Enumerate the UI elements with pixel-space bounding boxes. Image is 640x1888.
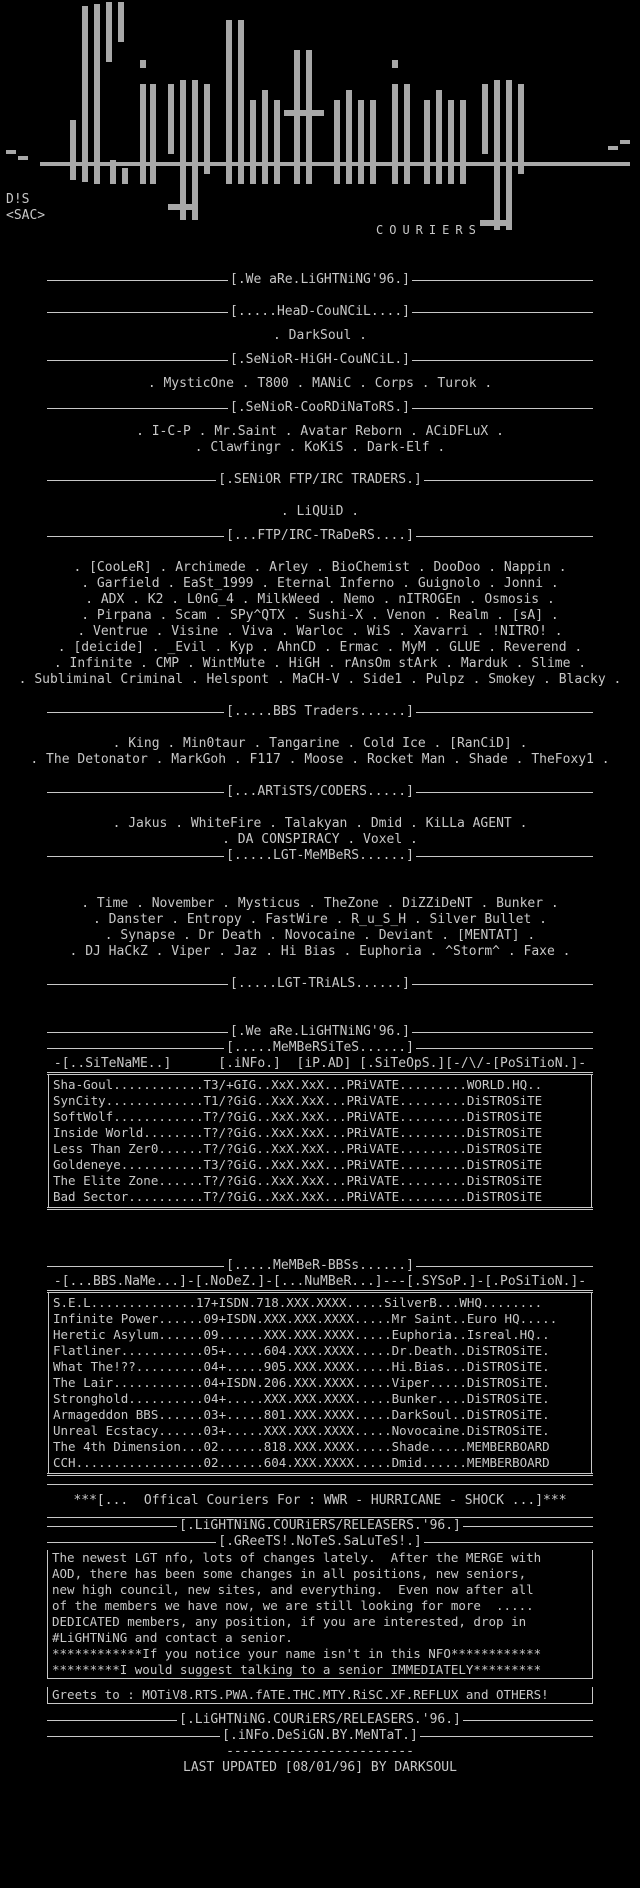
table-row: Infinite Power......09+ISDN.XXX.XXX.XXXX.....Mr Saint..Euro HQ..... [53,1311,558,1326]
section-header-info-design: [.iNFo.DeSiGN.BY.MeNTaT.] [47,1728,593,1744]
lightning-logo [0,0,640,240]
message-line: #LiGHTNiNG and contact a senior. [52,1630,293,1645]
table-row: Armageddon BBS......03+.....801.XXX.XXXX.....DarkSoul..DiSTROSiTE. [53,1407,550,1422]
section-header-member-bbses: [.....MeMBeR-BBSs......] [47,1258,593,1274]
bbs-traders-line-2: . The Detonator . MarkGoh . F117 . Moose . Rocket Man . Shade . TheFoxy1 . [30,752,610,767]
greets-line: Greets to : MOTiV8.RTS.PWA.fATE.THC.MTY.RiSC.XF.REFLUX and OTHERS! [52,1687,549,1702]
lightning-logo-art [0,0,640,240]
section-header-greets-notes: [.GReeTS!.NoTeS.SaLuTeS!.] [47,1534,593,1550]
ftp-irc-traders-line-5: . Ventrue . Visine . Viva . Warloc . WiS . Xavarri . !NITRO! . [77,624,563,639]
message-line: ************If you notice your name isn't in this NFO************ [52,1646,542,1661]
underline: ------------------------ [226,1744,414,1759]
bbs-column-header: -[...BBS.NaMe...]-[.NoDeZ.]-[...NuMBeR...]---[.SYSoP.]-[.PoSiTioN.]- [53,1274,587,1289]
section-header-senior-ftp-irc: [.SENiOR FTP/IRC TRADERS.] [47,472,593,488]
lgt-members-line-4: . DJ HaCkZ . Viper . Jaz . Hi Bias . Euphoria . ^Storm^ . Faxe . [69,944,571,959]
table-row: Sha-Goul............T3/+GIG..XxX.XxX...PRiVATE.........WORLD.HQ.. [53,1077,543,1092]
section-header-lgt-trials: [.....LGT-TRiALS......] [47,976,593,992]
message-line: *********I would suggest talking to a senior IMMEDIATELY********* [52,1662,542,1677]
table-row: The 4th Dimension...02......818.XXX.XXXX.....Shade.....MEMBERBOARD [53,1439,550,1454]
section-header-couriers-releasers: [.LiGHTNiNG.COURiERS/RELEASERS.'96.] [47,1518,593,1534]
section-header-bbs-traders: [.....BBS Traders......] [47,704,593,720]
table-row: S.E.L..............17+ISDN.718.XXX.XXXX.....SilverB...WHQ........ [53,1295,543,1310]
official-couriers-line: ***[... Offical Couriers For : WWR - HURRICANE - SHOCK ...]*** [73,1493,567,1508]
senior-coordinators-line-2: . Clawfingr . KoKiS . Dark-Elf . [194,440,446,455]
membersites-table [48,1075,592,1207]
table-row: The Elite Zone......T?/?GiG..XxX.XxX...PRiVATE.........DiSTROSiTE [53,1173,543,1188]
section-header-couriers-releasers-2: [.LiGHTNiNG.COURiERS/RELEASERS.'96.] [47,1712,593,1728]
bbs-traders-line-1: . King . Min0taur . Tangarine . Cold Ice . [RanCiD] . [112,736,528,751]
table-row: Unreal Ecstacy......03+.....XXX.XXX.XXXX.....Novocaine.DiSTROSiTE. [53,1423,550,1438]
section-header-senior-coordinators: [.SeNioR-CooRDiNaToRS.] [47,400,593,416]
table-row: SoftWolf............T?/?GiG..XxX.XxX...PRiVATE.........DiSTROSiTE [53,1109,543,1124]
ftp-irc-traders-line-2: . Garfield . EaSt_1999 . Eternal Inferno . Guignolo . Jonni . [81,576,559,591]
section-header-head-council: [.....HeaD-CouNCiL....] [47,304,593,320]
group-tag: D!S <SAC> [6,192,46,223]
section-header-lgt-members: [.....LGT-MeMBeRS......] [47,848,593,864]
head-council-list: . DarkSoul . [273,328,367,343]
artists-coders-line-2: . DA CONSPIRACY . Voxel . [222,832,418,847]
table-row: CCH.................02......604.XXX.XXXX.....Dmid......MEMBERBOARD [53,1455,550,1470]
message-line: The newest LGT nfo, lots of changes lately. After the MERGE with [52,1550,542,1565]
couriers-tagline: COURIERS [376,223,482,237]
table-row: Inside World........T?/?GiG..XxX.XxX...PRiVATE.........DiSTROSiTE [53,1125,543,1140]
sites-column-header: -[..SiTeNaME..] [.iNFo.] [iP.AD] [.SiTeOpS.][-/\/-[PoSiTioN.]- [53,1056,587,1071]
table-row: Less Than Zer0......T?/?GiG..XxX.XxX...PRiVATE.........DiSTROSiTE [53,1141,543,1156]
ftp-irc-traders-line-8: . Subliminal Criminal . Helspont . MaCH-V . Side1 . Pulpz . Smokey . Blacky . [18,672,622,687]
ftp-irc-traders-line-1: . [CooLeR] . Archimede . Arley . BioChemist . DooDoo . Nappin . [73,560,567,575]
table-row: Flatliner...........05+.....604.XXX.XXXX.....Dr.Death..DiSTROSiTE. [53,1343,550,1358]
ftp-irc-traders-line-6: . [deicide] . _Evil . Kyp . AhnCD . Ermac . MyM . GLUE . Reverend . [57,640,583,655]
table-row: The Lair............04+ISDN.206.XXX.XXXX.....Viper.....DiSTROSiTE. [53,1375,550,1390]
message-line: of the members we have now, we are still looking for more ..... [52,1598,534,1613]
message-line: new high council, new sites, and everything. Even now after all [52,1582,534,1597]
table-row: Stronghold..........04+.....XXX.XXX.XXXX.....Bunker....DiSTROSiTE. [53,1391,550,1406]
message-line: DEDICATED members, any position, if you are interested, drop in [52,1614,527,1629]
ftp-irc-traders-line-4: . Pirpana . Scam . SPy^QTX . Sushi-X . Venon . Realm . [sA] . [81,608,559,623]
ftp-irc-traders-line-7: . Infinite . CMP . WintMute . HiGH . rAnsOm stArk . Marduk . Slime . [53,656,587,671]
greets-line-box [47,1687,593,1703]
section-header-membersites: [.....MeMBeRSiTeS......] [47,1040,593,1056]
lgt-members-line-1: . Time . November . Mysticus . TheZone . DiZZiDeNT . Bunker . [81,896,559,911]
lgt-members-line-3: . Synapse . Dr Death . Novocaine . Deviant . [MENTAT] . [104,928,536,943]
nfo-body [0,272,640,1776]
senior-high-council-list: . MysticOne . T800 . MANiC . Corps . Turok . [147,376,493,391]
member-bbs-table [48,1293,592,1473]
artists-coders-line-1: . Jakus . WhiteFire . Talakyan . Dmid . KiLLa AGENT . [112,816,528,831]
section-header-we-are: [.We aRe.LiGHTNiNG'96.] [47,272,593,288]
table-row: SynCity.............T1/?GiG..XxX.XxX...PRiVATE.........DiSTROSiTE [53,1093,543,1108]
lgt-members-line-2: . Danster . Entropy . FastWire . R_u_S_H . Silver Bullet . [93,912,547,927]
section-header-artists-coders: [...ARTiSTS/CODERS.....] [47,784,593,800]
table-row: Goldeneye...........T3/?GiG..XxX.XxX...PRiVATE.........DiSTROSiTE [53,1157,543,1172]
section-header-we-are-2: [.We aRe.LiGHTNiNG'96.] [47,1024,593,1040]
message-line: AOD, there has been some changes in all positions, new seniors, [52,1566,527,1581]
table-row: Bad Sector..........T?/?GiG..XxX.XxX...PRiVATE.........DiSTROSiTE [53,1189,543,1204]
senior-coordinators-line-1: . I-C-P . Mr.Saint . Avatar Reborn . ACiDFLuX . [136,424,504,439]
last-updated: LAST UPDATED [08/01/96] BY DARKSOUL [183,1760,457,1775]
senior-ftp-irc-list: . LiQUiD . [280,504,360,519]
section-header-ftp-irc-traders: [...FTP/IRC-TRaDeRS....] [47,528,593,544]
section-header-senior-high-council: [.SeNioR-HiGH-CouNCiL.] [47,352,593,368]
table-row: What The!??.........04+.....905.XXX.XXXX.....Hi.Bias...DiSTROSiTE. [53,1359,550,1374]
ftp-irc-traders-line-3: . ADX . K2 . L0nG_4 . MilkWeed . Nemo . nITROGEn . Osmosis . [85,592,555,607]
table-row: Heretic Asylum......09......XXX.XXX.XXXX.....Euphoria..Isreal.HQ.. [53,1327,550,1342]
greets-message-box [47,1550,593,1678]
